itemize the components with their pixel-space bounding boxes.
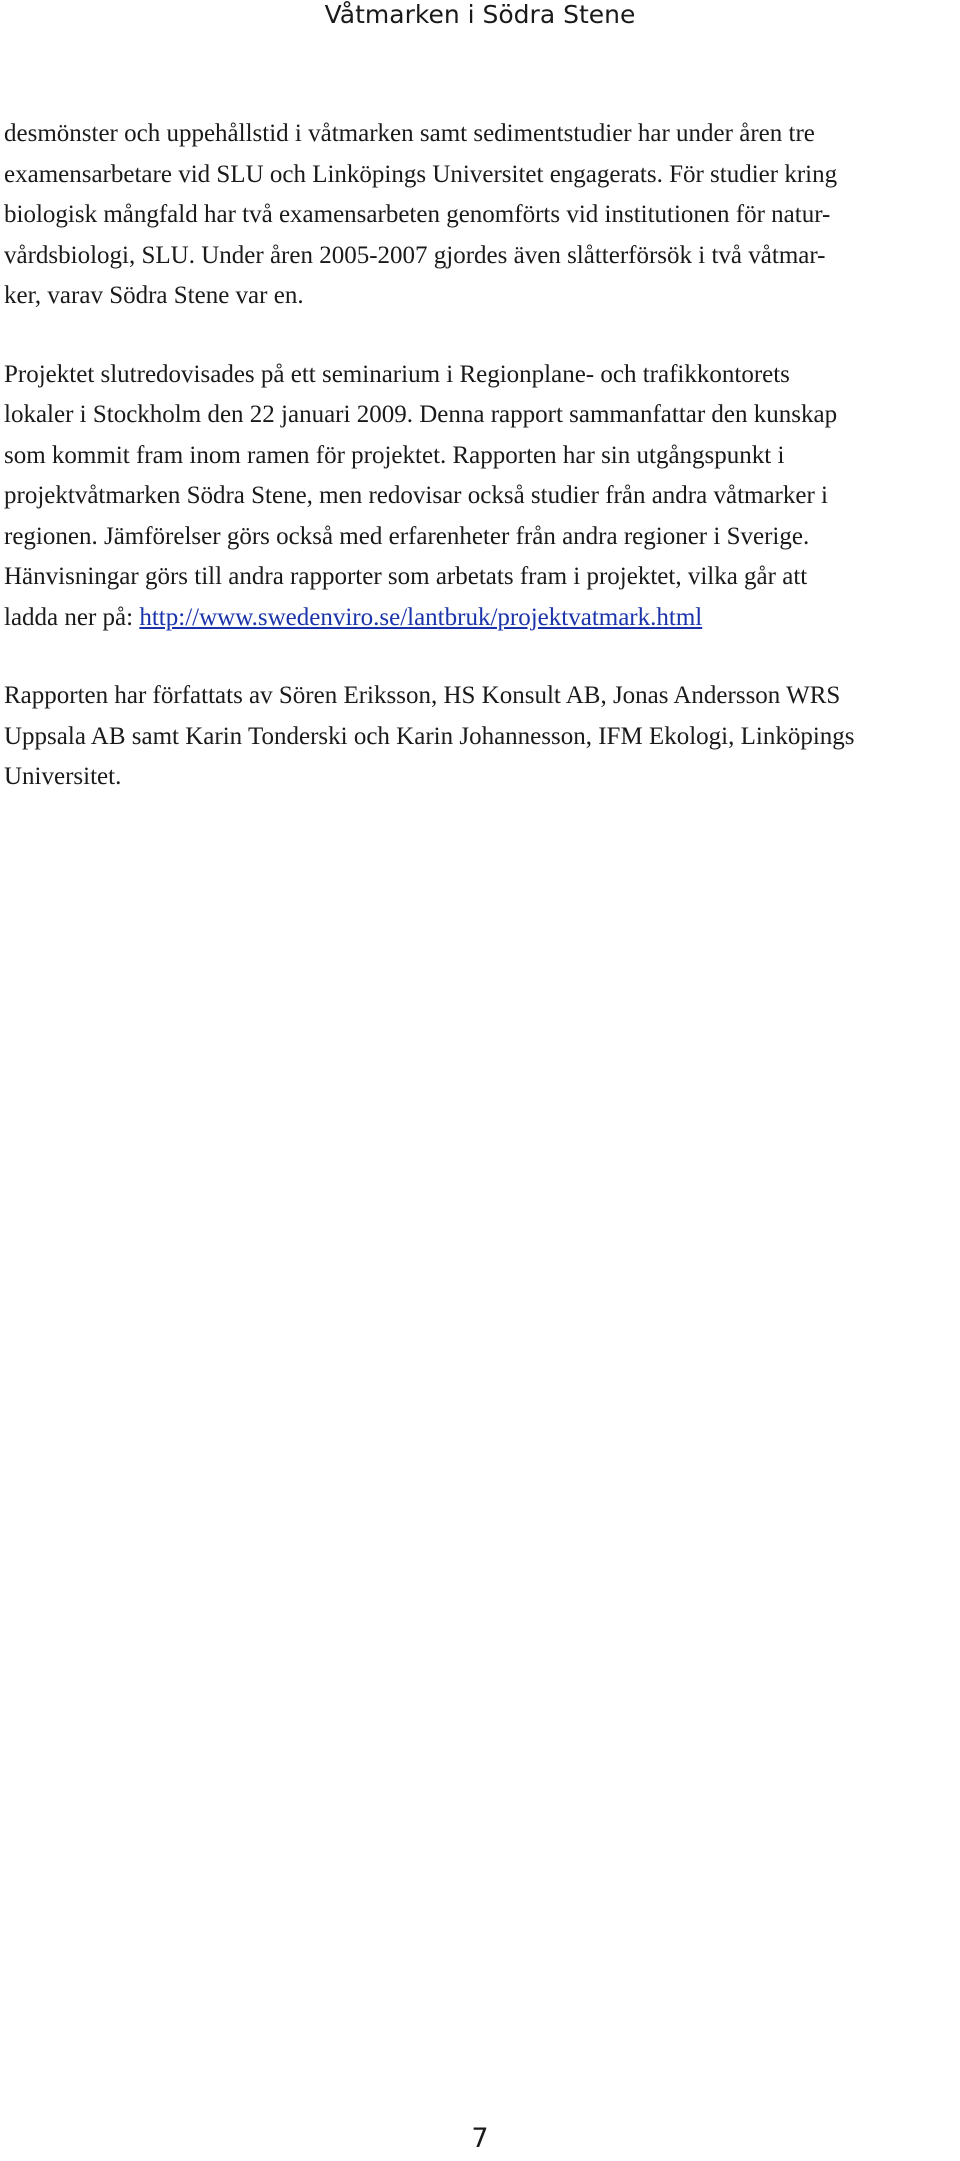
paragraph-3: [4, 676, 959, 798]
paragraph-2: [4, 355, 959, 639]
document-body: [4, 114, 959, 836]
text-line: Universitet.: [4, 763, 122, 790]
text-line: projektvåtmarken Södra Stene, men redovisar också studier från andra våtmarker i: [4, 482, 828, 509]
text-line-with-link: [4, 598, 959, 639]
text-line: ker, varav Södra Stene var en.: [4, 282, 304, 309]
text-line: lokaler i Stockholm den 22 januari 2009. Denna rapport sammanfattar den kunskap: [4, 401, 838, 428]
text-line: Hänvisningar görs till andra rapporter som arbetats fram i projektet, vilka går att: [4, 563, 808, 590]
text-line: vårdsbiologi, SLU. Under åren 2005-2007 gjordes även slåtterförsök i två våtmar-: [4, 241, 826, 269]
text-line: som kommit fram inom ramen för projektet. Rapporten har sin utgångspunkt i: [4, 441, 785, 469]
project-report-link[interactable]: http://www.swedenviro.se/lantbruk/projektvatmark.html: [139, 603, 703, 631]
link-prefix: ladda ner på:: [4, 603, 140, 631]
text-line: Projektet slutredovisades på ett seminarium i Regionplane- och trafikkontorets: [4, 360, 790, 388]
header-title: Våtmarken i Södra Stene: [324, 0, 636, 29]
text-line: Uppsala AB samt Karin Tonderski och Karin Johannesson, IFM Ekologi, Linköpings: [4, 722, 855, 750]
running-header: [0, 0, 960, 30]
text-line: Rapporten har författats av Sören Eriksson, HS Konsult AB, Jonas Andersson WRS: [4, 682, 841, 709]
text-line: examensarbetare vid SLU och Linköpings Universitet engagerats. För studier kring: [4, 160, 838, 188]
page-number: 7: [471, 2123, 489, 2154]
text-line: desmönster och uppehållstid i våtmarken samt sedimentstudier har under åren tre: [4, 120, 815, 147]
text-line: biologisk mångfald har två examensarbeten genomförts vid institutionen för natur-: [4, 201, 831, 228]
paragraph-1: [4, 114, 959, 317]
text-line: regionen. Jämförelser görs också med erfarenheter från andra regioner i Sverige.: [4, 522, 810, 550]
